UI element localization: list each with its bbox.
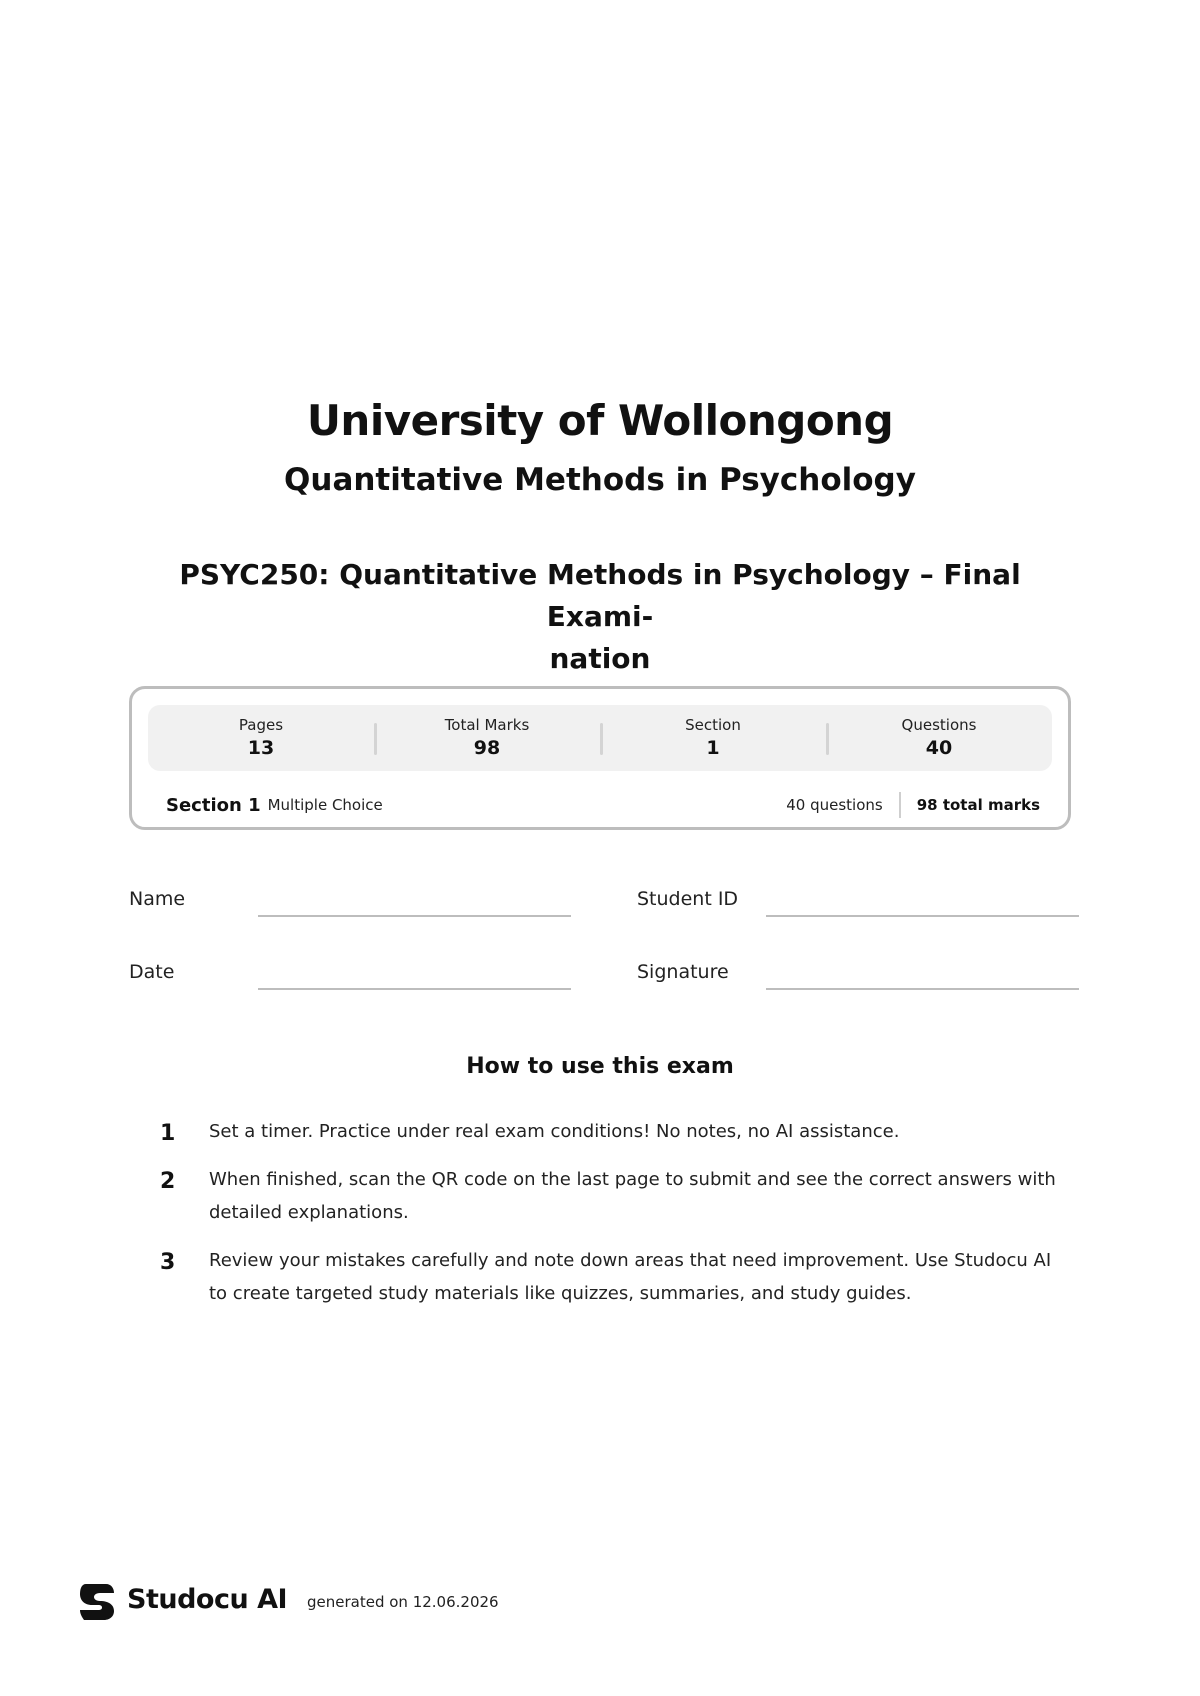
student-id-field[interactable] [766,915,1079,917]
signature-field[interactable] [766,988,1079,990]
course-name: Quantitative Methods in Psychology [284,462,916,498]
date-field[interactable] [258,988,571,990]
section-type: Multiple Choice [267,796,383,814]
stat-value: 13 [247,737,275,759]
studocu-logo-icon [78,1582,116,1622]
signature-label: Signature [637,961,729,983]
step-number: 1 [160,1121,176,1146]
stat-questions [826,705,1052,771]
stat-label: Pages [238,716,284,734]
step-number: 3 [160,1250,176,1275]
exam-title-line-1: PSYC250: Quantitative Methods in Psychology – Final Exami- [179,558,1021,633]
name-label: Name [129,888,186,910]
section-total-marks: 98 total marks [916,796,1040,814]
generated-date: generated on 12.06.2026 [307,1593,499,1611]
stat-label: Section [685,716,741,734]
date-label: Date [129,961,175,983]
stat-value: 1 [706,737,720,759]
stat-value: 98 [473,737,501,759]
stat-pages [148,705,374,771]
brand-name: Studocu AI [127,1584,288,1615]
stat-value: 40 [925,737,953,759]
step-number: 2 [160,1169,176,1194]
name-field[interactable] [258,915,571,917]
section-summary-row [166,793,1040,817]
section-divider [899,792,901,818]
exam-title-line-2: nation [549,642,651,675]
stat-label: Total Marks [444,716,530,734]
section-question-count: 40 questions [786,796,883,814]
step-text: Review your mistakes carefully and note down areas that need improvement. Use Studocu AI to create targeted study materials like quizzes, summaries, and study guides. [209,1250,1052,1304]
exam-title [128,554,1072,680]
step-text: Set a timer. Practice under real exam conditions! No notes, no AI assistance. [209,1121,900,1142]
university-title: University of Wollongong [306,396,894,445]
section-name: Section 1 [166,794,261,816]
instructions-title: How to use this exam [466,1054,734,1079]
exam-summary-box [129,686,1071,830]
stat-label: Questions [901,716,977,734]
step-text: When finished, scan the QR code on the last page to submit and see the correct answers with detailed explanations. [209,1169,1056,1223]
exam-stats-bar [148,705,1052,771]
stat-section [600,705,826,771]
student-id-label: Student ID [637,888,739,910]
stat-total-marks [374,705,600,771]
